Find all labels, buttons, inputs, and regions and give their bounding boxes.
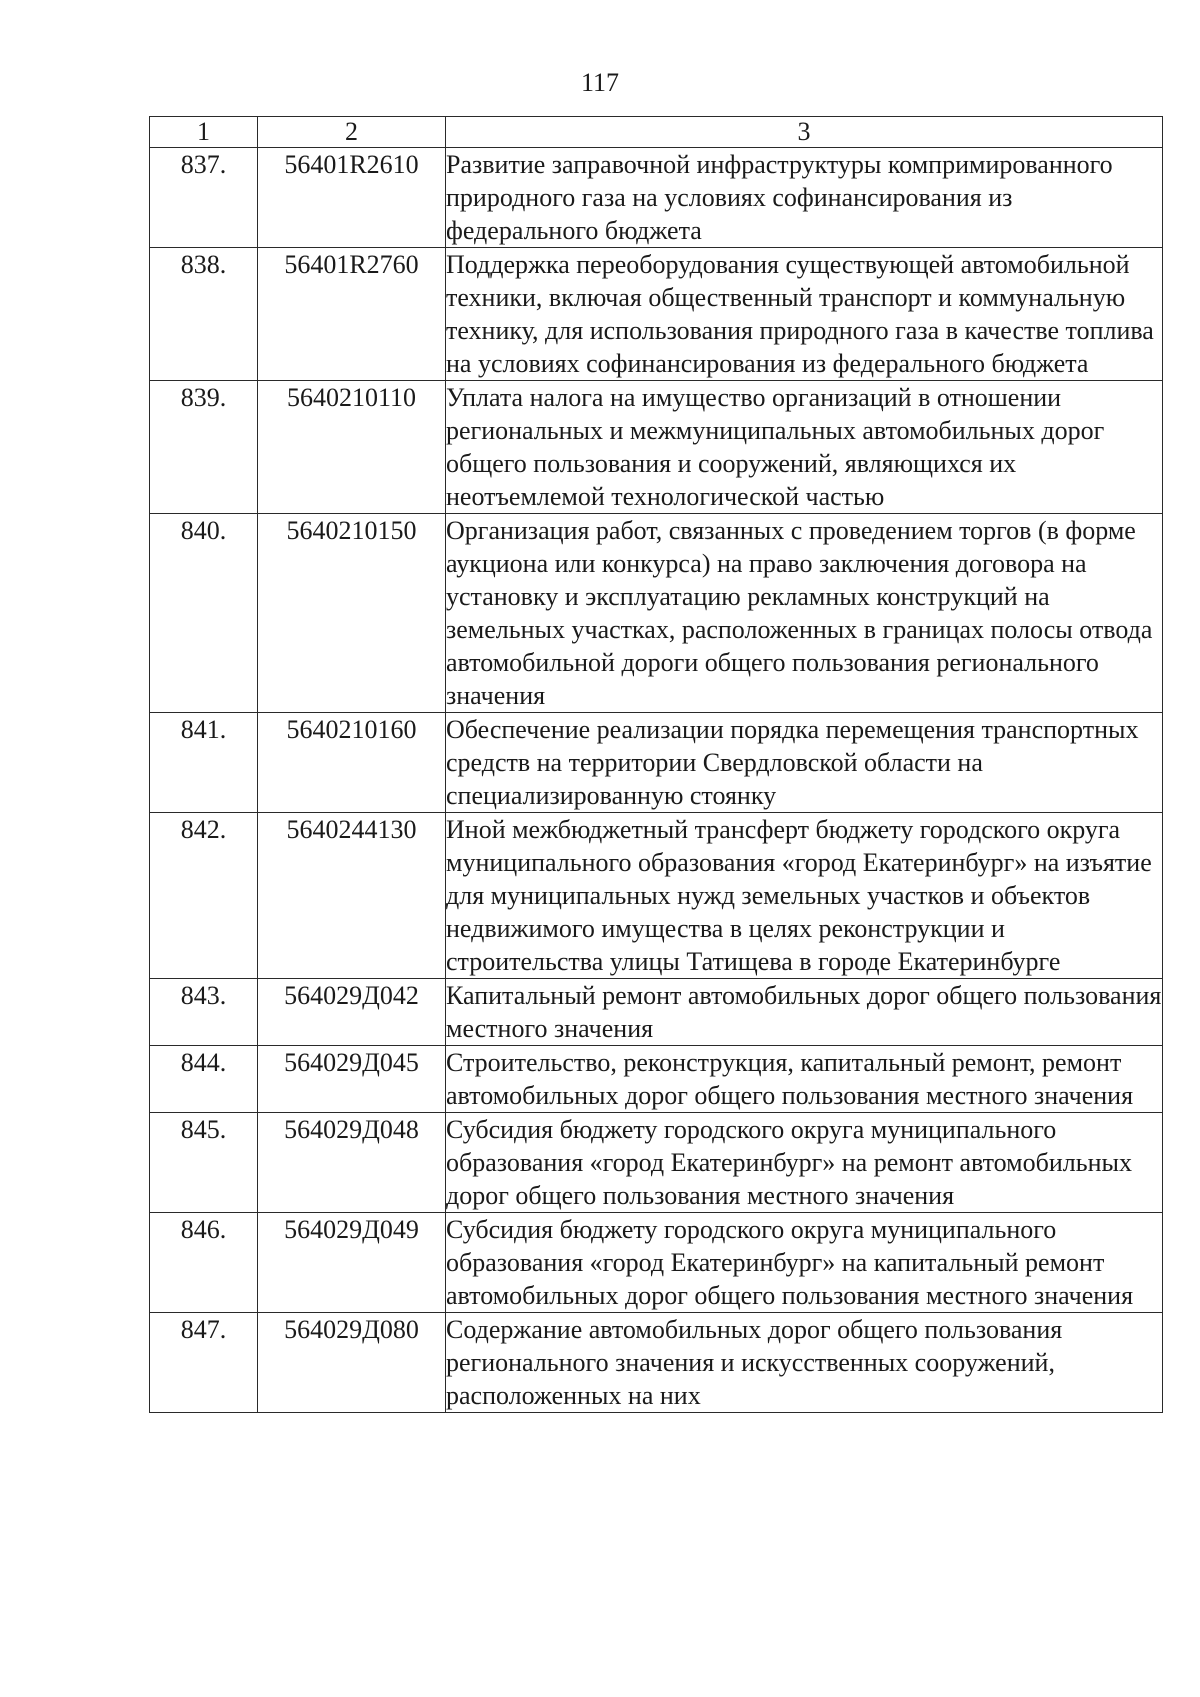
table-row xyxy=(150,148,1163,248)
row-code: 5640210110 xyxy=(258,381,446,514)
row-code: 5640210150 xyxy=(258,514,446,713)
row-name: Строительство, реконструкция, капитальный ремонт, ремонт автомобильных дорог общего пользования местного значения xyxy=(446,1046,1163,1113)
row-code: 5640244130 xyxy=(258,813,446,979)
column-header-3: 3 xyxy=(446,117,1163,148)
row-code: 564029Д049 xyxy=(258,1213,446,1313)
table-row xyxy=(150,381,1163,514)
row-name: Развитие заправочной инфраструктуры компримированного природного газа на условиях софинансирования из федерального бюджета xyxy=(446,148,1163,248)
row-name: Субсидия бюджету городского округа муниципального образования «город Екатеринбург» на капитальный ремонт автомобильных дорог общего пользования местного значения xyxy=(446,1213,1163,1313)
row-code: 56401R2760 xyxy=(258,248,446,381)
table-row xyxy=(150,1213,1163,1313)
row-code: 564029Д045 xyxy=(258,1046,446,1113)
row-name: Поддержка переоборудования существующей автомобильной техники, включая общественный транспорт и коммунальную технику, для использования природного газа в качестве топлива на условиях софинансирования из федерального бюджета xyxy=(446,248,1163,381)
row-number: 837. xyxy=(150,148,258,248)
row-name: Субсидия бюджету городского округа муниципального образования «город Екатеринбург» на ремонт автомобильных дорог общего пользования местного значения xyxy=(446,1113,1163,1213)
row-name: Иной межбюджетный трансферт бюджету городского округа муниципального образования «город Екатеринбург» на изъятие для муниципальных нужд земельных участков и объектов недвижимого имущества в целях реконструкции и строительства улицы Татищева в городе Екатеринбурге xyxy=(446,813,1163,979)
row-number: 845. xyxy=(150,1113,258,1213)
row-number: 847. xyxy=(150,1313,258,1413)
table-header-row xyxy=(150,117,1163,148)
row-code: 564029Д042 xyxy=(258,979,446,1046)
page-number: 117 xyxy=(580,68,620,97)
table-row xyxy=(150,1313,1163,1413)
column-header-2: 2 xyxy=(258,117,446,148)
row-name: Содержание автомобильных дорог общего пользования регионального значения и искусственных сооружений, расположенных на них xyxy=(446,1313,1163,1413)
budget-classification-table xyxy=(149,116,1163,1413)
table-row xyxy=(150,713,1163,813)
column-header-1: 1 xyxy=(150,117,258,148)
row-name: Уплата налога на имущество организаций в отношении региональных и межмуниципальных автомобильных дорог общего пользования и сооружений, являющихся их неотъемлемой технологической частью xyxy=(446,381,1163,514)
table-row xyxy=(150,813,1163,979)
row-code: 5640210160 xyxy=(258,713,446,813)
row-number: 840. xyxy=(150,514,258,713)
table-row xyxy=(150,248,1163,381)
row-code: 56401R2610 xyxy=(258,148,446,248)
row-number: 842. xyxy=(150,813,258,979)
table-row xyxy=(150,1113,1163,1213)
row-number: 839. xyxy=(150,381,258,514)
row-name: Капитальный ремонт автомобильных дорог общего пользования местного значения xyxy=(446,979,1163,1046)
table-row xyxy=(150,1046,1163,1113)
row-name: Организация работ, связанных с проведением торгов (в форме аукциона или конкурса) на право заключения договора на установку и эксплуатацию рекламных конструкций на земельных участках, расположенных в границах полосы отвода автомобильной дороги общего пользования регионального значения xyxy=(446,514,1163,713)
row-number: 843. xyxy=(150,979,258,1046)
row-number: 841. xyxy=(150,713,258,813)
row-number: 838. xyxy=(150,248,258,381)
row-number: 844. xyxy=(150,1046,258,1113)
row-name: Обеспечение реализации порядка перемещения транспортных средств на территории Свердловской области на специализированную стоянку xyxy=(446,713,1163,813)
row-number: 846. xyxy=(150,1213,258,1313)
table-row xyxy=(150,514,1163,713)
row-code: 564029Д048 xyxy=(258,1113,446,1213)
table-row xyxy=(150,979,1163,1046)
row-code: 564029Д080 xyxy=(258,1313,446,1413)
